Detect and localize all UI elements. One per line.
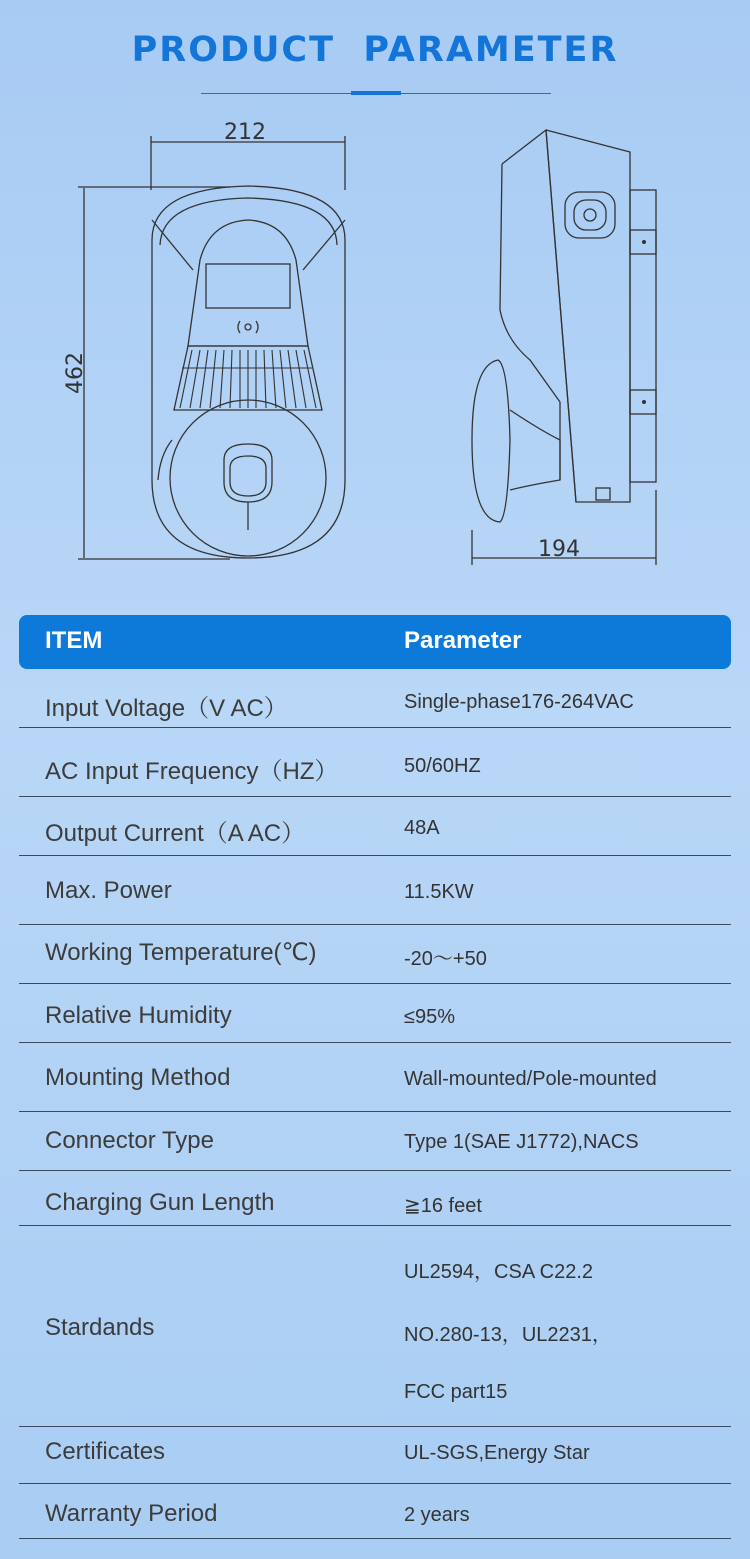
row-item: Stardands xyxy=(45,1314,155,1341)
product-dimension-drawing xyxy=(60,110,680,570)
row-value-line: NO.280-13，UL2231， xyxy=(404,1324,612,1346)
row-item: Connector Type xyxy=(45,1127,214,1154)
row-value-line: UL2594，CSA C22.2 xyxy=(404,1261,594,1283)
row-value-line: FCC part15 xyxy=(404,1381,508,1403)
table-row xyxy=(19,728,731,797)
row-item: Working Temperature(℃) xyxy=(45,939,317,966)
row-value: 50/60HZ xyxy=(404,755,481,777)
height-dimension-label: 462 xyxy=(63,352,88,394)
row-item: Mounting Method xyxy=(45,1064,231,1091)
row-value: Wall-mounted/Pole-mounted xyxy=(404,1068,657,1090)
table-row xyxy=(19,1171,731,1226)
page-title: PRODUCT PARAMETER xyxy=(131,30,619,70)
table-row xyxy=(19,1484,731,1539)
row-value: 2 years xyxy=(404,1504,470,1526)
header-parameter: Parameter xyxy=(404,627,522,654)
row-item: Certificates xyxy=(45,1438,166,1465)
row-item: Max. Power xyxy=(45,877,172,904)
table-header xyxy=(19,615,731,669)
row-value: Type 1(SAE J1772),NACS xyxy=(404,1131,639,1153)
table-row xyxy=(19,925,731,984)
row-item: Warranty Period xyxy=(45,1500,218,1527)
table-row xyxy=(19,856,731,925)
row-item: Output Current（A AC） xyxy=(45,820,306,847)
table-row xyxy=(19,669,731,728)
depth-dimension-label: 194 xyxy=(538,537,580,562)
table-row xyxy=(19,984,731,1043)
table-row xyxy=(19,1226,731,1427)
row-item: Charging Gun Length xyxy=(45,1189,275,1216)
row-value: Single-phase176-264VAC xyxy=(404,691,634,713)
row-item: AC Input Frequency（HZ） xyxy=(45,758,339,785)
table-row xyxy=(19,1112,731,1171)
row-item: Input Voltage（V AC） xyxy=(45,695,288,722)
header-item: ITEM xyxy=(45,627,103,654)
table-row xyxy=(19,797,731,856)
row-value: UL-SGS,Energy Star xyxy=(404,1442,590,1464)
row-value: 11.5KW xyxy=(404,881,474,903)
row-item: Relative Humidity xyxy=(45,1002,232,1029)
table-row xyxy=(19,1043,731,1112)
title-accent-bar xyxy=(351,91,401,95)
row-value: ≧16 feet xyxy=(404,1195,482,1217)
row-value: 48A xyxy=(404,817,440,839)
width-dimension-label: 212 xyxy=(224,120,266,145)
table-row xyxy=(19,1427,731,1484)
row-value: -20～+50 xyxy=(404,948,487,970)
row-value: ≤95% xyxy=(404,1006,456,1028)
